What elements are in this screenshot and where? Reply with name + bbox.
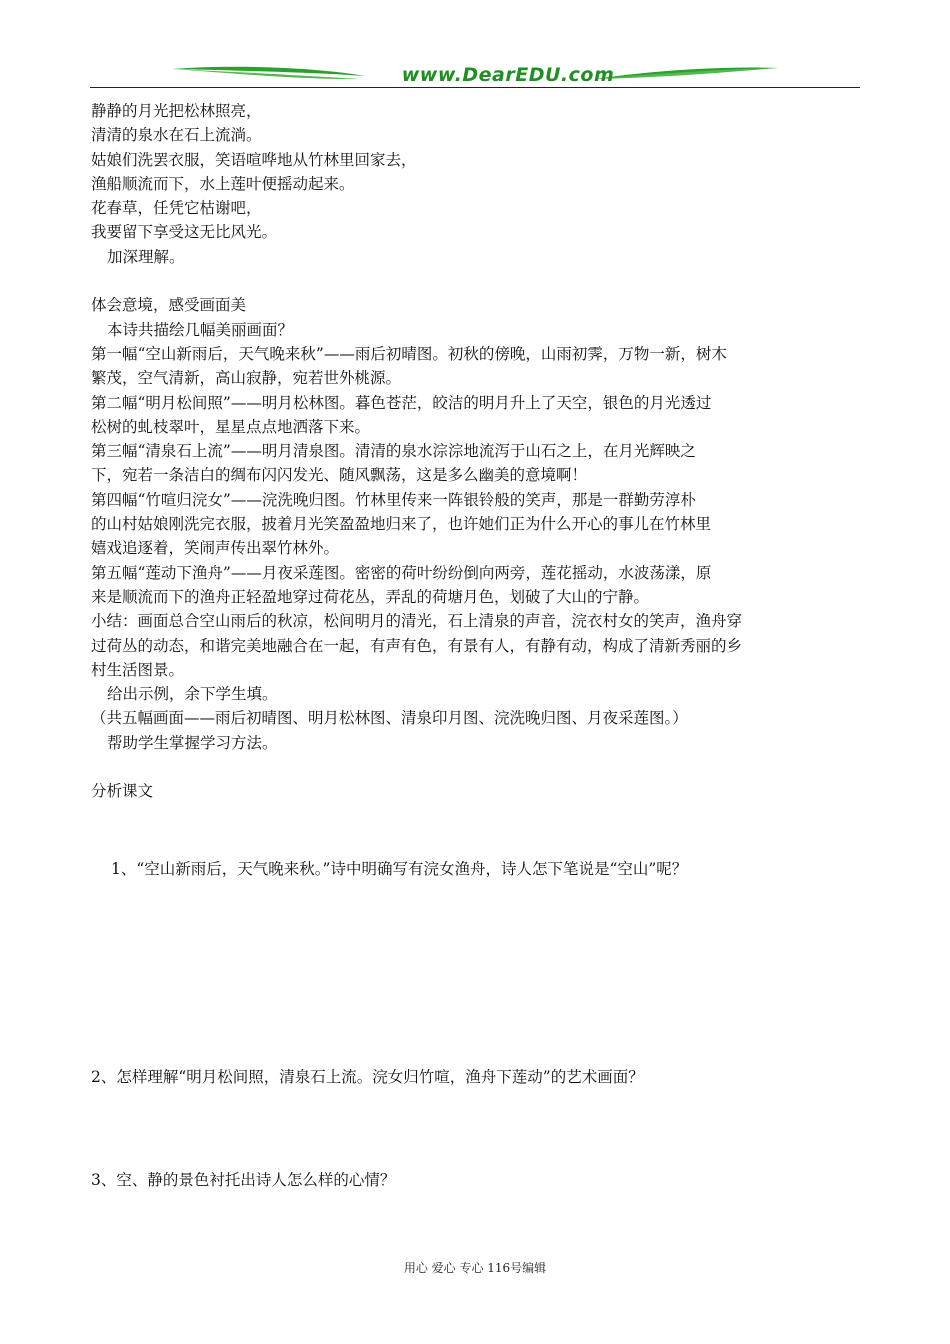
paragraph-line: 第五幅“莲动下渔舟”——月夜采莲图。密密的荷叶纷纷倒向两旁，莲花摇动，水波荡漾，原 — [91, 563, 712, 582]
question-3: 3、空、静的景色衬托出诗人怎么样的心情？ — [91, 1171, 396, 1189]
poem-line: 姑娘们洗罢衣服，笑语喧哗地从竹林里回家去， — [91, 150, 417, 169]
section-title: 体会意境，感受画面美 — [91, 296, 247, 315]
spacer — [91, 755, 866, 779]
method-note: 帮助学生掌握学习方法。 — [107, 733, 278, 752]
paragraph-line: 第一幅“空山新雨后，天气晚来秋”——雨后初晴图。初秋的傍晚，山雨初霁，万物一新，树木 — [91, 344, 727, 363]
header-divider — [90, 87, 860, 88]
question-2: 2、怎样理解“明月松间照，清泉石上流。浣女归竹喧，渔舟下莲动”的艺术画面？ — [91, 1068, 644, 1086]
paragraph-line: 过荷丛的动态，和谐完美地融合在一起，有声有色，有景有人，有静有动，构成了清新秀丽的乡 — [91, 636, 743, 655]
paragraph-line: 下，宛若一条洁白的绸布闪闪发光、随风飘荡，这是多么幽美的意境啊！ — [91, 466, 588, 485]
paragraph-line: 第二幅“明月松间照”——明月松林图。暮色苍茫，皎洁的明月升上了天空，银色的月光透过 — [91, 393, 712, 412]
paragraph-line: 松树的虬枝翠叶，星星点点地洒落下来。 — [91, 417, 371, 436]
poem-line: 静静的月光把松林照亮， — [91, 102, 262, 120]
paragraph-line: 村生活图景。 — [91, 660, 185, 679]
deepen-note: 加深理解。 — [107, 247, 185, 266]
page-header — [90, 60, 860, 92]
paragraph-line: 的山村姑娘刚洗完衣服，披着月光笑盈盈地归来了，也许她们正为什么开心的事儿在竹林里 — [91, 515, 712, 534]
page-footer: 用心 爱心 专心 116号编辑 — [403, 1261, 547, 1275]
paragraph-line: 来是顺流而下的渔舟正轻盈地穿过荷花丛，弄乱的荷塘月色，划破了大山的宁静。 — [91, 587, 650, 606]
question-1: 1、“空山新雨后，天气晚来秋。”诗中明确写有浣女渔舟，诗人怎下笔说是“空山”呢？ — [111, 860, 688, 878]
paragraph-line: 小结：画面总合空山雨后的秋凉，松间明月的清光，石上清泉的声音，浣衣村女的笑声，渔舟穿 — [91, 612, 743, 631]
poem-line: 清清的泉水在石上流淌。 — [91, 126, 262, 145]
example-note: 给出示例，余下学生填。 — [107, 685, 278, 704]
section-question: 本诗共描绘几幅美丽画面？ — [107, 320, 294, 339]
paragraph-line: 嬉戏追逐着，笑闹声传出翠竹林外。 — [91, 539, 340, 558]
poem-line: 花春草，任凭它枯谢吧， — [91, 199, 262, 218]
paragraph-line: 第三幅“清泉石上流”——明月清泉图。清清的泉水淙淙地流泻于山石之上，在月光辉映之 — [91, 442, 696, 461]
poem-line: 我要留下享受这无比风光。 — [91, 223, 278, 242]
poem-line: 渔船顺流而下，水上莲叶便摇动起来。 — [91, 174, 355, 193]
paragraph-line: 繁茂，空气清新，高山寂静，宛若世外桃源。 — [91, 369, 402, 388]
document-body — [91, 99, 866, 804]
section-title: 分析课文 — [91, 782, 154, 801]
paragraph-line: 第四幅“竹喧归浣女”——浣洗晚归图。竹林里传来一阵银铃般的笑声，那是一群勤劳淳朴 — [91, 490, 696, 509]
spacer — [91, 269, 866, 293]
summary-note: （共五幅画面——雨后初晴图、明月松林图、清泉印月图、浣洗晚归图、月夜采莲图。） — [91, 709, 688, 728]
header-logo-text[interactable]: www.DearEDU.com — [401, 64, 615, 86]
